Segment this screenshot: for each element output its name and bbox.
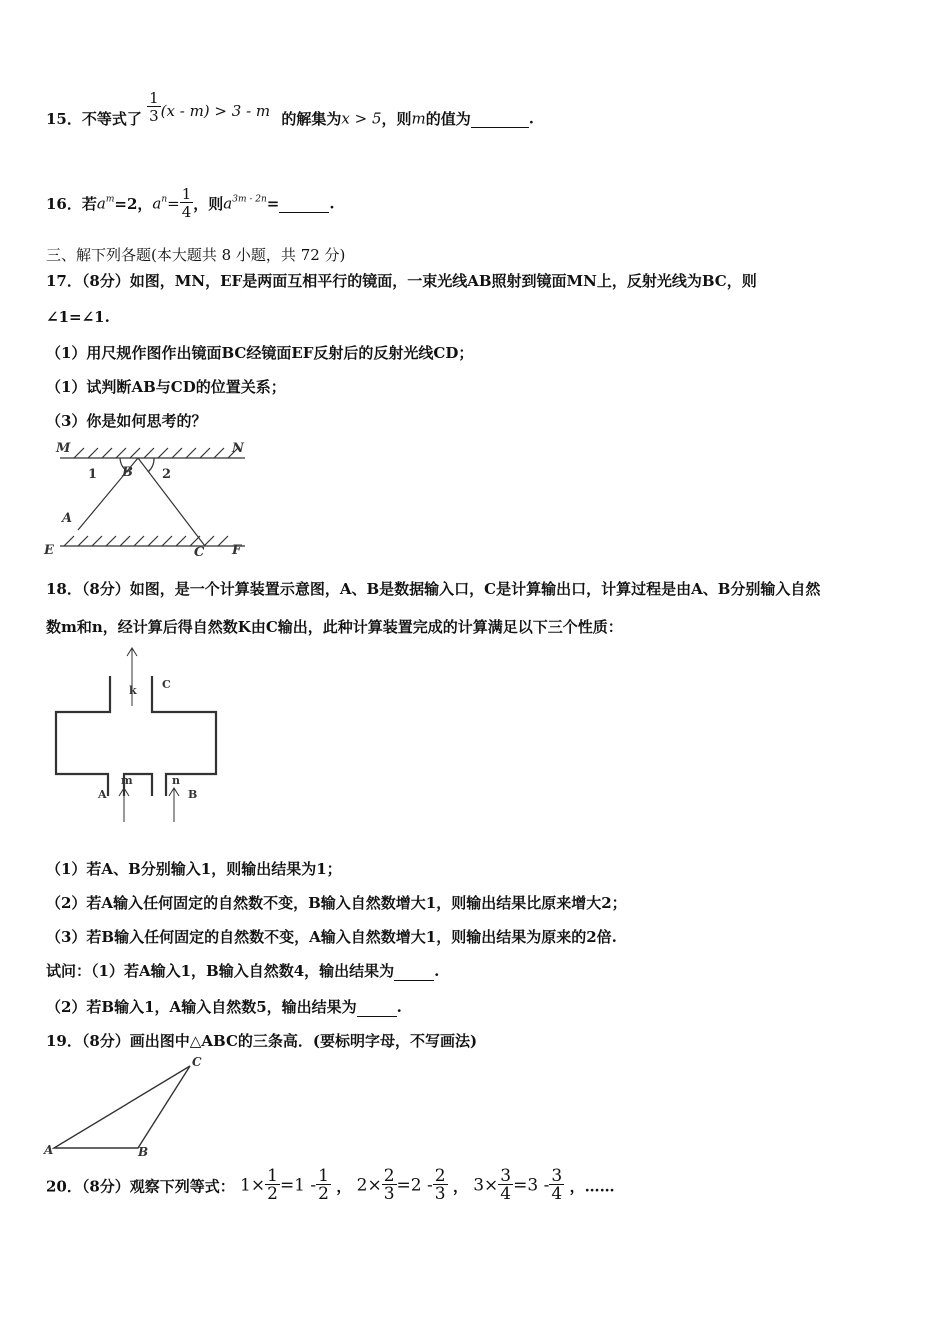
q16-eq1: =2， [114, 195, 153, 213]
label-C: C [192, 1055, 202, 1069]
label-C: C [194, 545, 205, 560]
q18-ask-2: （2）若B输入1，A输入自然数5，输出结果为 . [46, 998, 402, 1016]
q15-expr: (x - m) > 3 - m [160, 102, 271, 120]
label-A: A [62, 511, 73, 526]
q18-line2: 数m和n，经计算后得自然数K由C输出，此种计算装置完成的计算满足以下三个性质： [46, 618, 623, 636]
q17-sub1: （1）用尺规作图作出镜面BC经镜面EF反射后的反射光线CD； [46, 344, 474, 362]
label-angle-1: 1 [88, 467, 98, 482]
label-A-input: A [98, 788, 107, 801]
q19-triangle-figure [40, 1054, 220, 1158]
q20-prompt: 20．（8分）观察下列等式： [46, 1177, 235, 1196]
q18-device-figure [52, 646, 224, 826]
q16-var-a2: a [152, 194, 162, 213]
q20-separator-1: ， [336, 1177, 352, 1196]
device-left-wall [56, 676, 110, 796]
q18-line1: 18．（8分）如图，是一个计算装置示意图，A、B是数据输入口，C是计算输出口，计算过程是由A、B分别输入自然 [46, 580, 821, 598]
q15-var: m [411, 109, 426, 128]
q15-post2: 的值为 [425, 110, 471, 128]
label-B-input: B [188, 788, 198, 801]
q16-fraction: $\frac{1}{4}$ [181, 185, 192, 221]
q15-number: 15． [46, 110, 82, 128]
q15-pre: 不等式了 [81, 110, 142, 128]
q15-answer-blank[interactable] [471, 109, 529, 128]
label-N: N [232, 441, 244, 456]
label-C-output: C [162, 678, 171, 691]
q17-sub3: （3）你是如何思考的？ [46, 412, 207, 430]
q16-var-a3: a [223, 194, 233, 213]
label-B: B [138, 1145, 149, 1158]
label-angle-2: 2 [162, 467, 172, 482]
q20-ellipsis: ，…… [569, 1177, 615, 1196]
question-15 [46, 89, 534, 168]
q20-separator-2: ， [452, 1177, 468, 1196]
angle-2-arc [148, 458, 154, 472]
question-20 [46, 1168, 615, 1203]
q18-ask-1: 试问：（1）若A输入1，B输入自然数4，输出结果为 . [46, 962, 440, 980]
q16-exp-m: m [105, 194, 115, 205]
q15-mid: 的解集为 [281, 110, 342, 128]
q16-text: 若 [81, 195, 97, 213]
q20-equation-1: 1× $\frac{1}{2}$ =1 - $\frac{1}{2}$ [240, 1166, 329, 1204]
q20-equation-3: 3× $\frac{3}{4}$ =3 - $\frac{3}{4}$ [473, 1166, 563, 1204]
q19-text: 19．（8分）画出图中△ABC的三条高．(要标明字母，不写画法) [46, 1032, 478, 1050]
q16-eq2: = [167, 194, 180, 213]
q16-answer-blank[interactable] [279, 194, 329, 213]
label-k: k [129, 684, 137, 697]
q15-post1: ，则 [381, 110, 412, 128]
q16-text2: ，则 [193, 195, 224, 213]
q18-property-3: （3）若B输入任何固定的自然数不变，A输入自然数增大1，则输出结果为原来的2倍. [46, 928, 617, 946]
q16-number: 16． [46, 195, 82, 213]
q16-end: . [329, 194, 335, 213]
q17-sub2: （1）试判断AB与CD的位置关系； [46, 378, 286, 396]
label-A: A [44, 1143, 54, 1157]
q17-line1: 17．（8分）如图，MN，EF是两面互相平行的镜面，一束光线AB照射到镜面MN上，反射光线为BC，则 [46, 272, 757, 290]
label-B: B [122, 465, 133, 480]
label-E: E [44, 543, 54, 558]
q17-mirror-figure [40, 436, 260, 560]
q17-line2: ∠1=∠1. [46, 308, 110, 326]
q16-eq3: = [266, 194, 280, 213]
label-n: n [172, 774, 180, 787]
device-right-wall [152, 676, 216, 796]
label-F: F [232, 543, 242, 558]
label-M: M [56, 441, 71, 456]
q16-var-a: a [96, 194, 106, 213]
q15-cond: x > 5 [341, 109, 382, 128]
q16-exp3: 3m - 2n [232, 194, 267, 205]
q18-property-2: （2）若A输入任何固定的自然数不变，B输入自然数增大1，则输出结果比原来增大2； [46, 894, 627, 912]
q20-equation-2: 2× $\frac{2}{3}$ =2 - $\frac{2}{3}$ [356, 1166, 446, 1204]
q16-exp-n: n [161, 194, 168, 205]
mirror-mn-hatch [74, 448, 238, 458]
section-3-title: 三、解下列各题(本大题共 8 小题，共 72 分) [46, 246, 346, 264]
q18-answer-blank-2[interactable] [357, 998, 397, 1017]
q18-answer-blank-1[interactable] [394, 962, 434, 981]
q15-end: . [528, 109, 534, 128]
question-16 [46, 186, 335, 221]
q15-fraction: $\frac{1}{3}$ [149, 89, 159, 125]
q18-property-1: （1）若A、B分别输入1，则输出结果为1； [46, 860, 342, 878]
label-m: m [121, 774, 133, 787]
triangle-abc [54, 1066, 190, 1148]
